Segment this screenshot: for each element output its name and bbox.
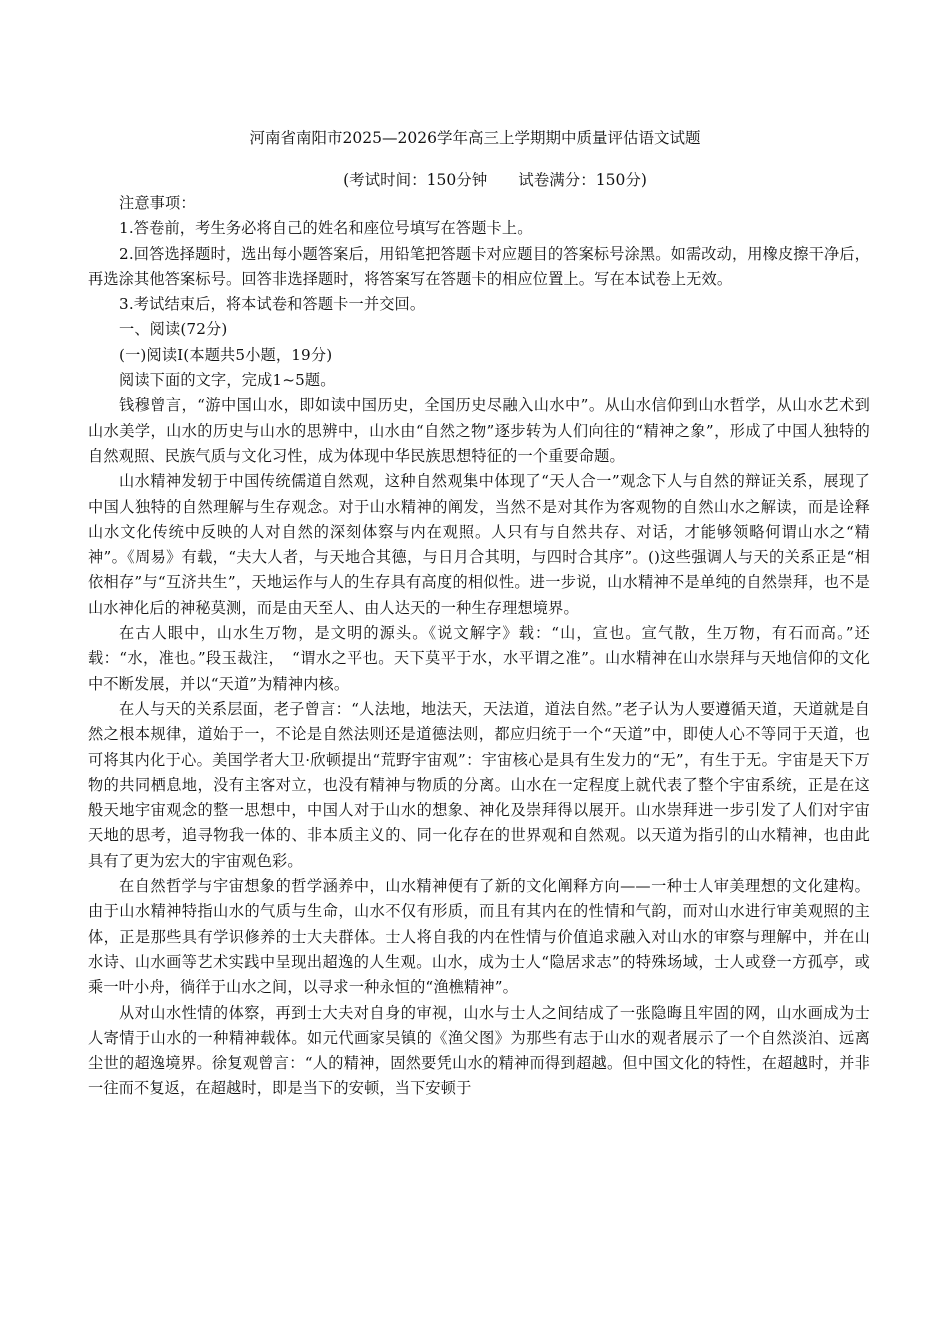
notice-item-3: 3.考试结束后，将本试卷和答题卡一并交回。 xyxy=(119,295,426,314)
passage-paragraph: 在古人眼中，山水生万物，是文明的源头。《说文解字》载：“山，宣也。宣气散，生万物，有石而高。”还载：“水，准也。”段玉裁注， “谓水之平也。天下莫平于水，水平谓之准”。山水精神在山水崇拜与天地信仰的文化中不断发展，并以“天道”为精神内核。 xyxy=(88,624,870,693)
exam-body xyxy=(88,191,870,1102)
passage-paragraph: 钱穆曾言，“游中国山水，即如读中国历史，全国历史尽融入山水中”。从山水信仰到山水哲学，从山水艺术到山水美学，山水的历史与山水的思辨中，山水由“自然之物”逐步转为人们向往的“精神之象”，形成了中国人独特的自然观照、民族气质与文化习性，成为体现中华民族思想特征的一个重要命题。 xyxy=(88,396,870,465)
passage-paragraph: 从对山水性情的体察，再到士大夫对自身的审视，山水与士人之间结成了一张隐晦且牢固的网，山水画成为士人寄情于山水的一种精神载体。如元代画家吴镇的《渔父图》为那些有志于山水的观者展示了一个自然淡泊、远离尘世的超逸境界。徐复观曾言：“人的精神，固然要凭山水的精神而得到超越。但中国文化的特性，在超越时，并非一往而不复返，在超越时，即是当下的安顿，当下安顿于 xyxy=(88,1003,870,1098)
exam-info: (考试时间：150分钟 试卷满分：150分) xyxy=(343,171,647,189)
passage-paragraph: 山水精神发轫于中国传统儒道自然观，这种自然观集中体现了“天人合一”观念下人与自然的辩证关系，展现了中国人独特的自然理解与生存观念。对于山水精神的阐发，当然不是对其作为客观物的自然山水之解读，而是诠释山水文化传统中反映的人对自然的深刻体察与内在观照。人只有与自然共存、对话，才能够领略何谓山水之“精神”。《周易》有载，“夫大人者，与天地合其德，与日月合其明，与四时合其序”。()这些强调人与天的关系正是“相依相存”与“互济共生”，天地运作与人的生存具有高度的相似性。进一步说，山水精神不是单纯的自然崇拜，也不是山水神化后的神秘莫测，而是由天至人、由人达天的一种生存理想境界。 xyxy=(88,472,870,617)
section-heading: 一、阅读(72分) xyxy=(119,320,228,339)
notice-heading: 注意事项： xyxy=(119,194,196,212)
subsection-heading: (一)阅读Ⅰ(本题共5小题，19分) xyxy=(119,345,333,364)
passage-paragraph: 在自然哲学与宇宙想象的哲学涵养中，山水精神便有了新的文化阐释方向——一种士人审美理想的文化建构。由于山水精神特指山水的气质与生命，山水不仅有形质，而且有其内在的性情和气韵，而对山水进行审美观照的主体，正是那些具有学识修养的士大夫群体。士人将自我的内在性情与价值追求融入对山水的审察与理解中，并在山水诗、山水画等艺术实践中呈现出超逸的人生观。山水，成为士人“隐居求志”的特殊场域，士人或登一方孤亭，或乘一叶小舟，徜徉于山水之间，以寻求一种永恒的“渔樵精神”。 xyxy=(88,877,870,997)
reading-instruction: 阅读下面的文字，完成1~5题。 xyxy=(119,371,336,390)
notice-item-1: 1.答卷前，考生务必将自己的姓名和座位号填写在答题卡上。 xyxy=(119,219,533,238)
exam-title: 河南省南阳市2025—2026学年高三上学期期中质量评估语文试题 xyxy=(249,129,701,147)
notice-item-2: 2.回答选择题时，选出每小题答案后，用铅笔把答题卡对应题目的答案标号涂黑。如需改动，用橡皮擦干净后，再选涂其他答案标号。回答非选择题时，将答案写在答题卡的相应位置上。写在本试卷上无效。 xyxy=(88,244,870,288)
passage-paragraph: 在人与天的关系层面，老子曾言：“人法地，地法天，天法道，道法自然。”老子认为人要遵循天道，天道就是自然之根本规律，道始于一，不论是自然法则还是道德法则，都应归统于一个“天道”中，即使人心不等同于天道，也可将其内化于心。美国学者大卫·欣顿提出“荒野宇宙观”：宇宙核心是具有生发力的“无”，有生于无。宇宙是天下万物的共同栖息地，没有主客对立，也没有精神与物质的分离。山水在一定程度上就代表了整个宇宙系统，正是在这般天地宇宙观念的整一思想中，中国人对于山水的想象、神化及崇拜得以展开。山水崇拜进一步引发了人们对宇宙天地的思考，追寻物我一体的、非本质主义的、同一化存在的世界观和自然观。以天道为指引的山水精神，也由此具有了更为宏大的宇宙观色彩。 xyxy=(88,699,870,870)
